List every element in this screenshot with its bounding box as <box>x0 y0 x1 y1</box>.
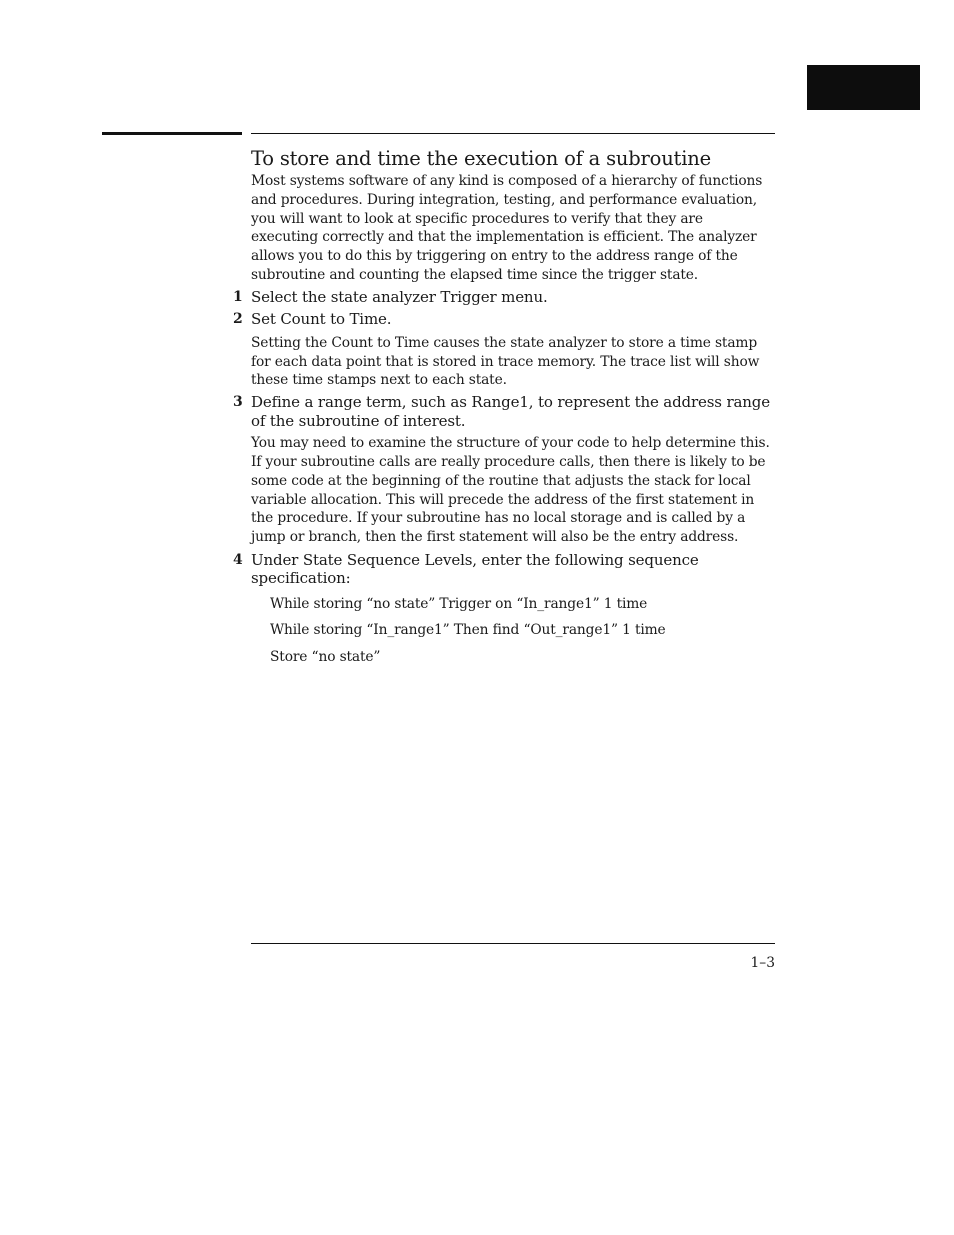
sequence-line-2: While storing “In_range1” Then find “Out_range1” 1 time <box>270 621 666 638</box>
step-3-detail: You may need to examine the structure of your code to help determine this. If your subroutine calls are really procedure calls, then there is likely to be some code at the beginning of the routine that adjusts the stack for local variable allocation. This will precede the address of the first statement in the procedure. If your subroutine has no local storage and is called by a jump or branch, then the first statement will also be the entry address. <box>251 435 770 546</box>
step-2 <box>233 310 773 329</box>
page-title: To store and time the execution of a subroutine <box>251 147 711 170</box>
step-number: 1 <box>233 288 243 305</box>
sequence-line-1: While storing “no state” Trigger on “In_range1” 1 time <box>270 595 648 612</box>
step-text: Set Count to Time. <box>251 310 392 329</box>
step-text: Define a range term, such as Range1, to represent the address range of the subroutine of interest. <box>251 393 770 430</box>
step-1 <box>233 287 773 307</box>
page-number: 1–3 <box>750 955 775 971</box>
step-number: 4 <box>233 551 243 568</box>
step-4 <box>233 550 773 588</box>
chapter-tab-block <box>807 65 920 110</box>
footer-rule <box>251 943 775 944</box>
main-content <box>233 146 773 666</box>
intro-paragraph: Most systems software of any kind is composed of a hierarchy of functions and procedures. During integration, testing, and performance evaluation, you will want to look at specific procedures to verify that they are executing correctly and that the implementation is efficient. The analyzer allows you to do this by triggering on entry to the address range of the subroutine and counting the elapsed time since the trigger state. <box>251 173 763 283</box>
step-text: Select the state analyzer Trigger menu. <box>251 287 548 306</box>
sequence-line-3: Store “no state” <box>270 648 381 665</box>
step-text: Under State Sequence Levels, enter the following sequence specification: <box>251 550 699 588</box>
header-rule-thick <box>102 132 242 135</box>
step-number: 2 <box>233 311 243 328</box>
step-2-detail: Setting the Count to Time causes the state analyzer to store a time stamp for each data point that is stored in trace memory. The trace list will show these time stamps next to each state. <box>251 334 760 389</box>
step-3 <box>233 393 773 430</box>
header-rule <box>251 133 775 134</box>
step-number: 3 <box>233 394 243 411</box>
